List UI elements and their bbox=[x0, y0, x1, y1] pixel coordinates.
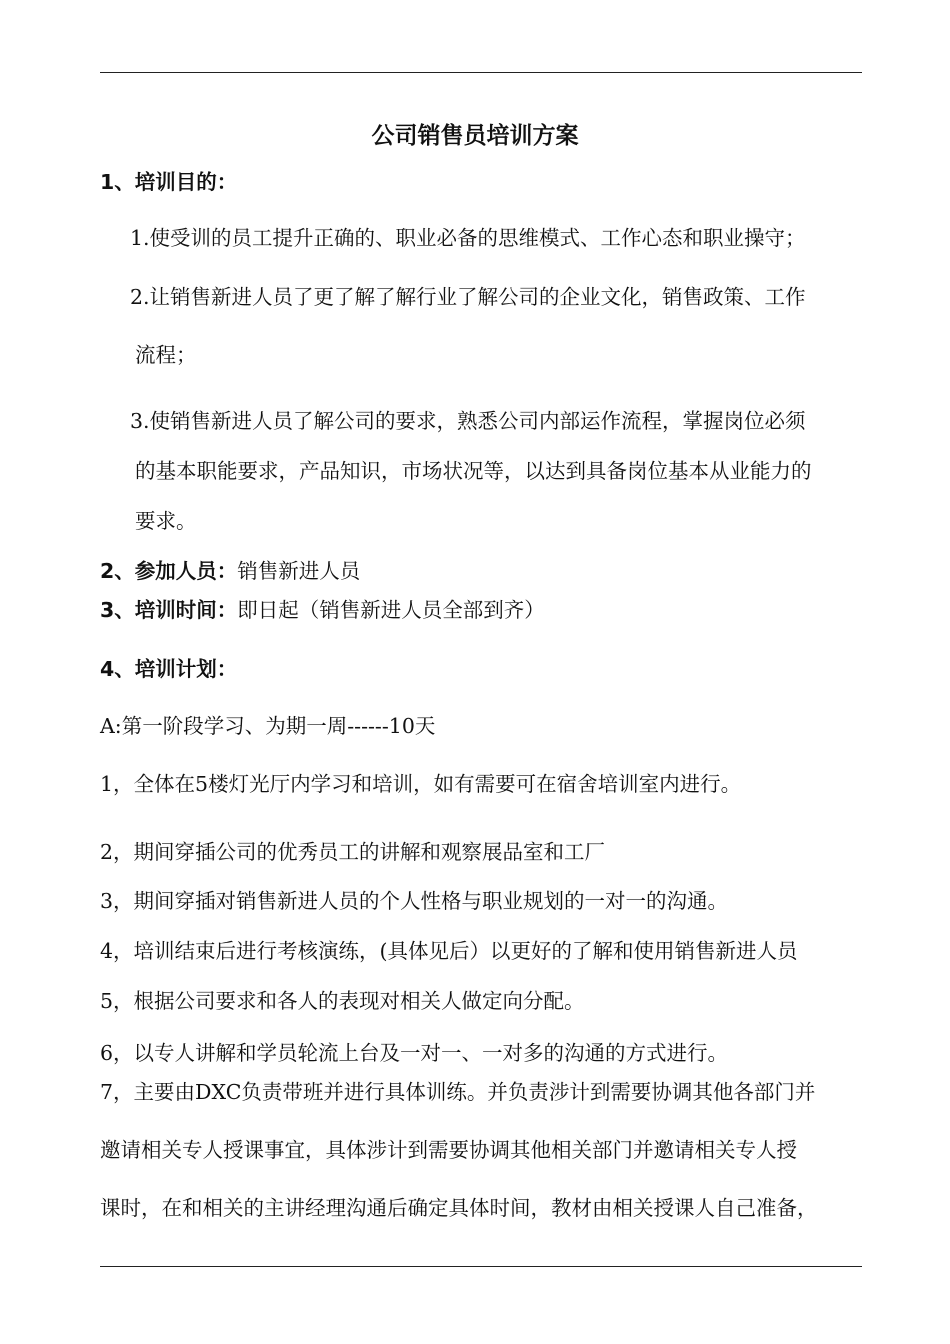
plan-line: 5，根据公司要求和各人的表现对相关人做定向分配。 bbox=[100, 989, 585, 1013]
purpose-line: 1.使受训的员工提升正确的、职业必备的思维模式、工作心态和职业操守； bbox=[130, 226, 806, 250]
footer-rule bbox=[100, 1266, 862, 1267]
purpose-line: 流程； bbox=[135, 343, 197, 367]
time-value: 即日起（销售新进人员全部到齐） bbox=[237, 598, 545, 622]
phase-a-line: A:第一阶段学习、为期一周------10天 bbox=[100, 714, 436, 738]
purpose-line: 的基本职能要求，产品知识，市场状况等，以达到具备岗位基本从业能力的 bbox=[135, 459, 812, 483]
header-rule bbox=[100, 72, 862, 73]
section-time bbox=[100, 597, 545, 623]
plan-line: 1，全体在5楼灯光厅内学习和培训，如有需要可在宿舍培训室内进行。 bbox=[100, 772, 742, 796]
plan-line: 4，培训结束后进行考核演练，(具体见后）以更好的了解和使用销售新进人员 bbox=[100, 939, 798, 963]
document-title: 公司销售员培训方案 bbox=[371, 123, 579, 149]
section-participants bbox=[100, 558, 360, 584]
purpose-line: 3.使销售新进人员了解公司的要求，熟悉公司内部运作流程，掌握岗位必须 bbox=[130, 409, 806, 433]
plan-line: 邀请相关专人授课事宜，具体涉计到需要协调其他相关部门并邀请相关专人授 bbox=[100, 1138, 797, 1162]
plan-line: 3，期间穿插对销售新进人员的个人性格与职业规划的一对一的沟通。 bbox=[100, 889, 729, 913]
participants-value: 销售新进人员 bbox=[237, 559, 361, 583]
section-heading-participants: 2、参加人员： bbox=[100, 559, 238, 583]
purpose-line: 2.让销售新进人员了更了解了解行业了解公司的企业文化，销售政策、工作 bbox=[130, 285, 806, 309]
section-heading-plan: 4、培训计划： bbox=[100, 657, 238, 681]
plan-line: 2，期间穿插公司的优秀员工的讲解和观察展品室和工厂 bbox=[100, 840, 606, 864]
plan-line: 7，主要由DXC负责带班并进行具体训练。并负责涉计到需要协调其他各部门并 bbox=[100, 1080, 816, 1104]
section-heading-time: 3、培训时间： bbox=[100, 598, 238, 622]
plan-line: 课时，在和相关的主讲经理沟通后确定具体时间，教材由相关授课人自己准备， bbox=[100, 1196, 818, 1220]
section-heading-purpose: 1、培训目的： bbox=[100, 170, 238, 194]
plan-line: 6，以专人讲解和学员轮流上台及一对一、一对多的沟通的方式进行。 bbox=[100, 1041, 729, 1065]
purpose-line: 要求。 bbox=[135, 509, 197, 533]
